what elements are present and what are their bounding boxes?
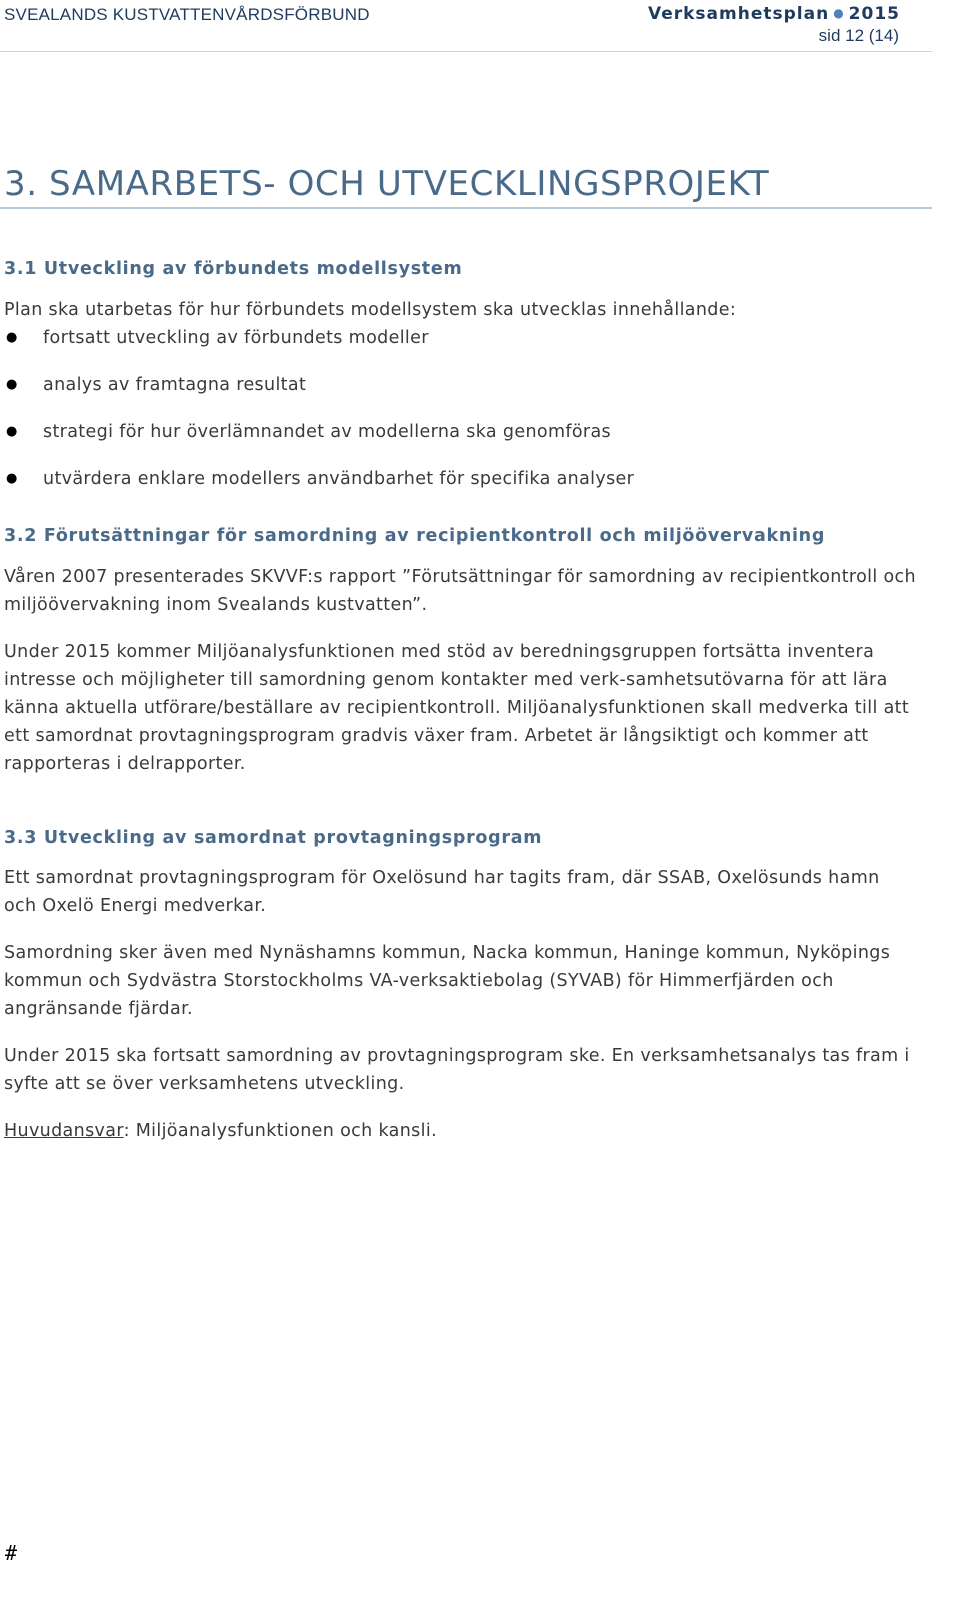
plan-label: Verksamhetsplan — [647, 4, 830, 24]
section-3-2-paragraph-2: Under 2015 kommer Miljöanalysfunktionen med stöd av beredningsgruppen fortsätta inventera intresse och möjligheter till samordning genom kontakter med verk-samhetsutövarna för att lära känna aktuella utförare/beställare av recipientkontroll. Miljöanalysfunktionen skall medverka till att ett samordnat provtagningsprogram gradvis växer fram. Arbetet är långsiktigt och kommer att rapporteras i delrapporter. — [4, 642, 910, 774]
bullet-icon: ● — [6, 377, 18, 392]
list-item-text: fortsatt utveckling av förbundets modeller — [43, 328, 429, 348]
chapter-title-rule — [0, 207, 932, 209]
section-3-1-heading: 3.1 Utveckling av förbundets modellsystem — [4, 259, 463, 279]
section-3-3-paragraph-1: Ett samordnat provtagningsprogram för Oxelösund har tagits fram, där SSAB, Oxelösunds hamn och Oxelö Energi medverkar. — [4, 868, 880, 916]
responsible-label: Huvudansvar — [4, 1121, 124, 1141]
chapter-title: 3. SAMARBETS- OCH UTVECKLINGSPROJEKT — [4, 164, 770, 204]
page-content — [4, 256, 916, 1145]
section-3-1-bullet-list — [4, 324, 916, 512]
section-3-3-paragraph-3: Under 2015 ska fortsatt samordning av provtagningsprogram ske. En verksamhetsanalys tas fram i syfte att se över verksamhetens utveckling. — [4, 1046, 910, 1094]
list-item — [4, 371, 916, 418]
list-item — [4, 418, 916, 465]
bullet-separator-icon: ● — [833, 6, 845, 20]
page-number: sid 12 (14) — [818, 26, 899, 45]
footer-mark: # — [5, 1541, 18, 1565]
bullet-icon: ● — [6, 424, 18, 439]
section-3-2-paragraph-1: Våren 2007 presenterades SKVVF:s rapport ”Förutsättningar för samordning av recipientkontroll och miljöövervakning inom Svealands kustvatten”. — [4, 567, 916, 615]
organization-name: SVEALANDS KUSTVATTENVÅRDSFÖRBUND — [4, 5, 370, 24]
section-3-1-intro: Plan ska utarbetas för hur förbundets modellsystem ska utvecklas innehållande: — [4, 300, 737, 320]
list-item-text: strategi för hur överlämnandet av modellerna ska genomföras — [43, 422, 612, 442]
list-item — [4, 324, 916, 371]
plan-title — [648, 4, 900, 24]
page-header — [0, 0, 932, 52]
section-3-2-heading: 3.2 Förutsättningar för samordning av recipientkontroll och miljöövervakning — [4, 526, 826, 546]
responsible-separator: : — [123, 1121, 130, 1141]
bullet-icon: ● — [6, 330, 18, 345]
section-3-3-heading: 3.3 Utveckling av samordnat provtagningsprogram — [4, 828, 543, 848]
list-item-text: utvärdera enklare modellers användbarhet för specifika analyser — [43, 469, 635, 489]
list-item — [4, 465, 916, 512]
section-3-3-paragraph-2: Samordning sker även med Nynäshamns kommun, Nacka kommun, Haninge kommun, Nyköpings kommun och Sydvästra Storstockholms VA-verksaktiebolag (SYVAB) för Himmerfjärden och angränsande fjärdar. — [4, 943, 891, 1019]
list-item-text: analys av framtagna resultat — [43, 375, 307, 395]
responsible-value: Miljöanalysfunktionen och kansli. — [129, 1121, 437, 1141]
responsible-line — [4, 1117, 916, 1145]
plan-year: 2015 — [848, 4, 900, 24]
bullet-icon: ● — [6, 471, 18, 486]
